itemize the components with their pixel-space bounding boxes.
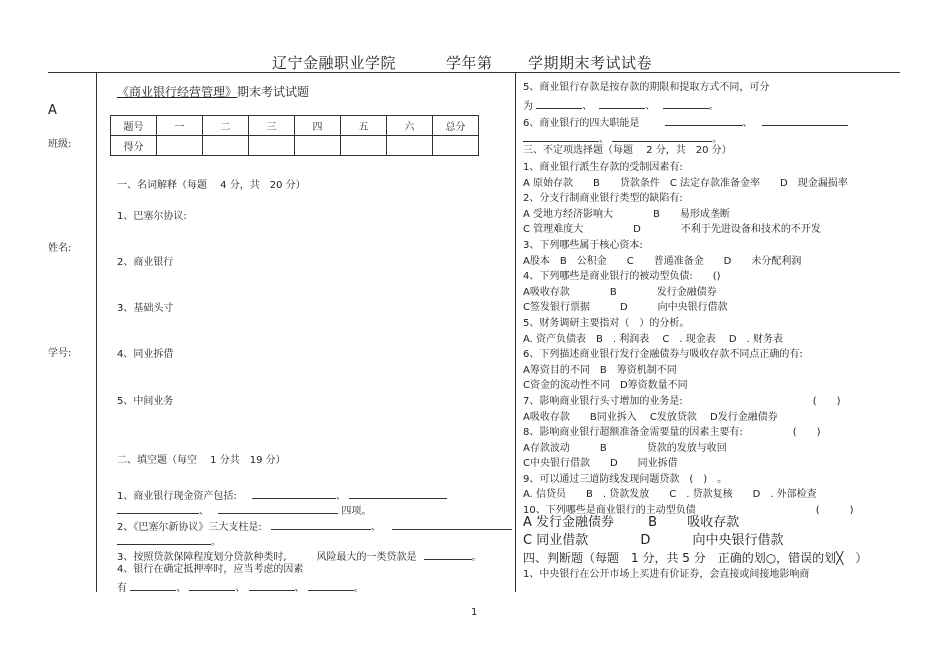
fill1-end: 四项。 (341, 506, 372, 517)
q5-sep: 、 (582, 101, 593, 112)
score-cell: 四 (295, 116, 341, 136)
fill-question-2-cont (117, 534, 221, 549)
fill4-sep: 、 (294, 583, 305, 594)
score-cell: 一 (157, 116, 203, 136)
q6-sep: 、 (742, 118, 753, 129)
q10-options-cd (523, 533, 784, 548)
section4-title: 四、判断题（每题 1 分，共 5 分 正确的划○，错误的划╳ ） (523, 551, 868, 565)
q10-option-d: 向中央银行借款 (692, 533, 784, 548)
column-divider (515, 72, 516, 592)
school-name: 辽宁金融职业学院 (272, 54, 397, 72)
fill4-blank[interactable] (130, 580, 176, 591)
fill-question-5: 5、商业银行存款是按存款的期限和提取方式不同，可分 (523, 82, 770, 93)
score-input-cell[interactable] (341, 136, 387, 156)
question-line: 9、可以通过三道防线发现问题贷款 ( ) 。 (523, 473, 728, 485)
fill-question-1 (117, 488, 447, 503)
q6-blank[interactable] (612, 131, 712, 142)
fill2-text: 2、《巴塞尔新协议》三大支柱是: (117, 522, 262, 533)
fill4-end: 。 (353, 583, 364, 594)
header-rule (48, 72, 900, 73)
question-line: A. 资产负债表 B . 利润表 C . 现金表 D . 财务表 (523, 333, 783, 345)
question-line: A吸收存款 B同业拆入 C发放贷款 D发行金融债券 (523, 411, 778, 423)
question-line: 8、影响商业银行超额准备金需要量的因素主要有: ( ) (523, 427, 821, 439)
fill1-blank[interactable] (349, 488, 447, 499)
score-input-cell[interactable] (295, 136, 341, 156)
score-table (110, 115, 479, 156)
fill-question-5-cont (523, 98, 719, 113)
fill2-end: 。 (211, 537, 221, 548)
question-line: A 原始存款 B 贷款条件 C 法定存款准备金率 D 现金漏损率 (523, 177, 848, 189)
exam-title (117, 85, 309, 99)
fill2-blank[interactable] (392, 519, 512, 530)
score-cell: 三 (249, 116, 295, 136)
q10-option-a: A 发行金融债券 (523, 515, 615, 530)
score-cell: 题号 (111, 116, 157, 136)
q5-blank[interactable] (536, 98, 582, 109)
fill4-prefix: 有 (117, 583, 127, 594)
fill3-end: 。 (471, 552, 482, 563)
fill-question-6 (523, 115, 848, 130)
question-line: 10、下列哪些是商业银行的主动型负债 ( ) (523, 505, 854, 517)
fill4-sep: 、 (235, 583, 246, 594)
fill-question-4-cont (117, 580, 364, 595)
question-line: C 管理难度大 D 不利于先进设备和技术的不开发 (523, 224, 821, 236)
q6-blank[interactable] (523, 131, 599, 142)
q5-end: 。 (708, 101, 719, 112)
fill-question-1-cont (117, 503, 371, 518)
q10-option-c: C 同业借款 (523, 533, 589, 548)
section1-item: 5、中间业务 (117, 396, 174, 407)
question-line: 6、下列描述商业银行发行金融债券与吸收存款不同点正确的有: (523, 349, 803, 361)
score-cell: 五 (341, 116, 387, 136)
question-line: 5、财务调研主要指对（ ）的分析。 (523, 317, 690, 329)
q10-option-d-letter: D (640, 533, 651, 548)
name-label: 姓名: (48, 243, 72, 254)
fill1-blank[interactable] (218, 503, 338, 514)
q6-sep: 、 (599, 134, 609, 145)
fill-question-3 (117, 549, 482, 564)
score-cell: 总分 (433, 116, 479, 136)
q6-text: 6、商业银行的四大职能是 (523, 118, 640, 129)
fill4-blank[interactable] (249, 580, 295, 591)
q5-sep: 、 (645, 101, 656, 112)
question-line: A吸收存款 B 发行金融债券 (523, 286, 717, 298)
class-label: 班级: (48, 139, 72, 150)
fill-question-6-cont (523, 131, 722, 146)
fill2-blank[interactable] (271, 519, 371, 530)
question-line: A. 信贷员 B . 贷款发放 C . 贷款复核 D . 外部检查 (523, 489, 817, 501)
term-label: 学期期末考试试卷 (528, 54, 653, 72)
question-line: 4、下列哪些是商业银行的被动型负债: () (523, 271, 721, 283)
course-name: 《商业银行经营管理》 (117, 85, 238, 99)
binding-line (96, 72, 97, 592)
exam-title-rest: 期末考试试题 (237, 85, 310, 99)
fill1-blank[interactable] (252, 488, 336, 499)
score-table-score-row (111, 136, 479, 156)
q10-options-ab (523, 515, 739, 530)
question-line: A 受地方经济影响大 B 易形成垄断 (523, 208, 730, 220)
page-number: 1 (471, 607, 478, 618)
question-line: A存款波动 B 贷款的发放与收回 (523, 442, 727, 454)
question-line: 3、下列哪些属于核心资本: (523, 239, 643, 251)
paper-version: A (48, 103, 57, 118)
fill1-blank[interactable] (117, 503, 199, 514)
section2-title: 二、填空题（每空 1 分共 19 分） (117, 455, 286, 466)
fill4-sep: 、 (176, 583, 187, 594)
fill3-blank[interactable] (424, 549, 472, 560)
fill1-sep: 、 (335, 491, 346, 502)
score-input-cell[interactable] (157, 136, 203, 156)
question-line: 2、分支行制商业银行类型的缺陷有: (523, 193, 683, 205)
fill1-text: 1、商业银行现金资产包括: (117, 491, 237, 502)
fill-question-4: 4、银行在确定抵押率时，应当考虑的因素 (117, 564, 304, 575)
score-row-label: 得分 (111, 136, 157, 156)
section4-question-1: 1、中央银行在公开市场上买进有价证券，会直接或间接地影响商 (523, 569, 810, 580)
question-line: A筹资目的不同 B 筹资机制不同 (523, 364, 677, 376)
question-line: C资金的流动性不同 D筹资数量不同 (523, 380, 688, 392)
question-line: C签发银行票据 D 向中央银行借款 (523, 302, 728, 314)
school-year-label: 学年第 (446, 54, 493, 72)
fill-question-2 (117, 519, 512, 534)
score-cell: 二 (203, 116, 249, 136)
section1-item: 3、基础头寸 (117, 303, 174, 314)
score-input-cell[interactable] (203, 136, 249, 156)
fill1-sep: 、 (199, 506, 209, 517)
section1-title: 一、名词解释（每题 4 分，共 20 分） (117, 180, 306, 191)
fill3-text: 3、按照贷款保障程度划分贷款种类时, 风险最大的一类贷款是 (117, 552, 417, 563)
question-line: A股本 B 公积金 C 普通准备金 D 未分配利润 (523, 255, 802, 267)
score-table-header-row (111, 116, 479, 136)
q6-end: 。 (712, 134, 723, 145)
question-line: 1、商业银行派生存款的受制因素有: (523, 162, 683, 173)
q10-option-b-letter: B (648, 515, 658, 530)
score-input-cell[interactable] (433, 136, 479, 156)
section1-item: 1、巴塞尔协议: (117, 211, 187, 222)
q6-blank[interactable] (762, 115, 848, 126)
q10-option-b: 吸收存款 (687, 515, 740, 530)
q5-blank[interactable] (599, 98, 645, 109)
fill4-blank[interactable] (308, 580, 354, 591)
section1-item: 4、同业拆借 (117, 349, 174, 360)
q5-blank[interactable] (663, 98, 709, 109)
question-line: C中央银行借款 D 同业拆借 (523, 458, 678, 470)
section1-item: 2、商业银行 (117, 257, 174, 268)
score-input-cell[interactable] (249, 136, 295, 156)
fill4-blank[interactable] (189, 580, 235, 591)
fill2-blank[interactable] (117, 534, 211, 545)
fill2-sep: 、 (370, 522, 381, 533)
section3-question-list (523, 160, 854, 519)
q5-prefix: 为 (523, 101, 533, 112)
student-id-label: 学号: (48, 348, 72, 359)
score-cell: 六 (387, 116, 433, 136)
score-input-cell[interactable] (387, 136, 433, 156)
question-line: 7、影响商业银行头寸增加的业务是: ( ) (523, 395, 841, 407)
q6-blank[interactable] (665, 115, 743, 126)
section3-title: 三、不定项选择题（每题 2 分，共 20 分） (523, 145, 732, 156)
